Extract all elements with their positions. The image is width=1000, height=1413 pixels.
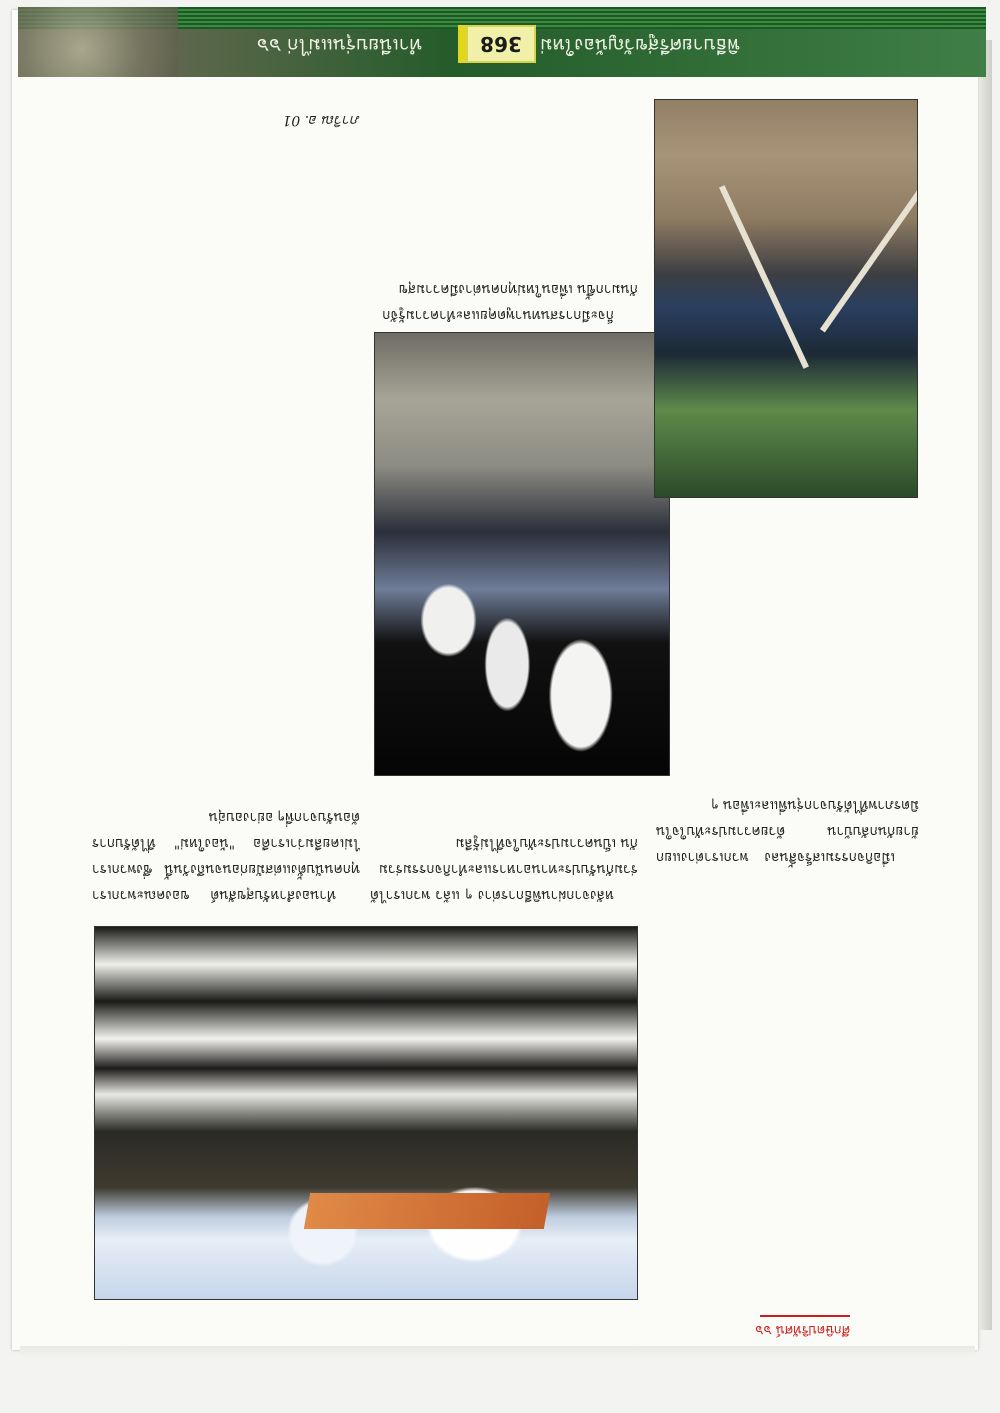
article-paragraph: ก็จะมีการสนทนาพูดคุยและทำความรู้จักกันมากขึ้น เพื่อนใหม่ทุกคนต่างมีความสุข (382, 281, 638, 323)
footer-tag: ศึกษิตปริทัศน์ ๖๖ (755, 1322, 850, 1337)
article-column-left (656, 510, 919, 870)
photo-digging-activity (654, 99, 918, 498)
page-number: 368 (466, 25, 536, 63)
article-paragraph: หลังจากผ่านพิธีการต่าง ๆ แล้ว พวกเราได้ร่วมกันรับประทานอาหารและทำกิจกรรมร่วมกัน เป็นความประทับใจที่ไม่รู้ลืม (370, 835, 638, 903)
article-paragraph: ทำนองสำหรับสุขสันต์ ของคณะพวกเราทุกคนนับตั้งแต่สมัยก่อนจนถึงวันนี้ ซึ่งพวกเราไม่เคยลืมว่าเราคือ "น้องใหม่" ที่ได้รับการต้อนรับจากพี่ๆ อย่างอบอุ่น (92, 809, 360, 903)
article-column-middle-bottom (370, 98, 638, 328)
article-column-middle-top (370, 788, 638, 908)
header-title: ทำเนียบรุ่นแม่ไก่ ๖๖ (256, 34, 422, 56)
photo-stage-event (374, 332, 670, 776)
footer-rule (760, 1315, 850, 1317)
article-paragraph: เมื่อกิจกรรมเสร็จสิ้นลง พวกเราต่างแยกย้ายกันกลับบ้าน ด้วยความประทับใจในมิตรภาพที่ได้รับจากรุ่นพี่และเพื่อน ๆ (656, 797, 919, 865)
photo-crowd-ceremony (94, 926, 638, 1300)
header-subtitle: พิธีบายศรีสู่ขวัญน้องใหม่ (540, 34, 740, 56)
article-column-right (92, 548, 360, 908)
byline: ภาวิณ อ. 01 (282, 112, 360, 128)
photo-tent-roof (304, 1193, 550, 1229)
header-artwork (18, 7, 178, 77)
photo-pole (820, 182, 918, 333)
photo-pole (719, 185, 809, 369)
